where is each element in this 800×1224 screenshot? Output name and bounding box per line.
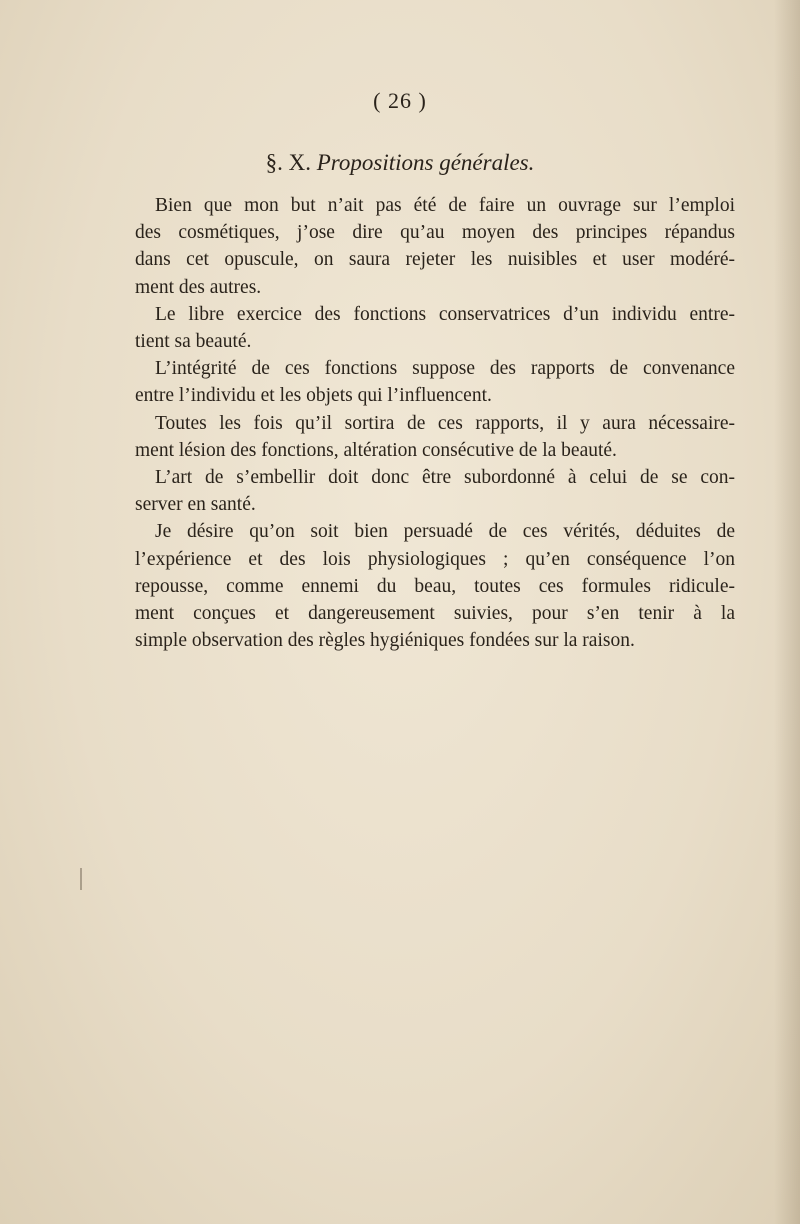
text-line: des cosmétiques, j’ose dire qu’au moyen des principes répandus xyxy=(135,222,735,244)
text-line: l’expérience et des lois physiologiques ; qu’en conséquence l’on xyxy=(135,548,735,570)
margin-mark xyxy=(80,868,82,890)
text-line: Bien que mon but n’ait pas été de faire un ouvrage sur l’emploi xyxy=(155,195,735,216)
text-line: L’intégrité de ces fonctions suppose des rapports de convenance xyxy=(155,358,735,380)
section-mark: §. X. xyxy=(265,150,311,175)
section-heading xyxy=(0,150,800,176)
text-line: dans cet opuscule, on saura rejeter les nuisibles et user modéré- xyxy=(135,249,735,271)
text-line: ment lésion des fonctions, altération consécutive de la beauté. xyxy=(135,439,617,461)
text-line: Je désire qu’on soit bien persuadé de ces vérités, déduites de xyxy=(155,521,735,543)
text-line: Toutes les fois qu’il sortira de ces rapports, il y aura nécessaire- xyxy=(155,412,735,434)
text-line: ment des autres. xyxy=(135,276,262,298)
body-text xyxy=(135,192,735,654)
page-number: ( 26 ) xyxy=(373,88,427,113)
text-line: server en santé. xyxy=(135,494,256,516)
page-edge-shadow xyxy=(774,0,800,1224)
text-line: repousse, comme ennemi du beau, toutes ces formules ridicule- xyxy=(135,575,735,597)
text-line: tient sa beauté. xyxy=(135,331,252,353)
text-line: simple observation des règles hygiéniques fondées sur la raison. xyxy=(135,630,635,652)
text-line: ment conçues et dangereusement suivies, pour s’en tenir à la xyxy=(135,603,735,625)
text-line: L’art de s’embellir doit donc être subordonné à celui de se con- xyxy=(155,467,735,489)
section-title: Propositions générales. xyxy=(316,150,535,175)
text-line: entre l’individu et les objets qui l’influencent. xyxy=(135,385,492,407)
text-line: Le libre exercice des fonctions conservatrices d’un individu entre- xyxy=(155,303,735,325)
